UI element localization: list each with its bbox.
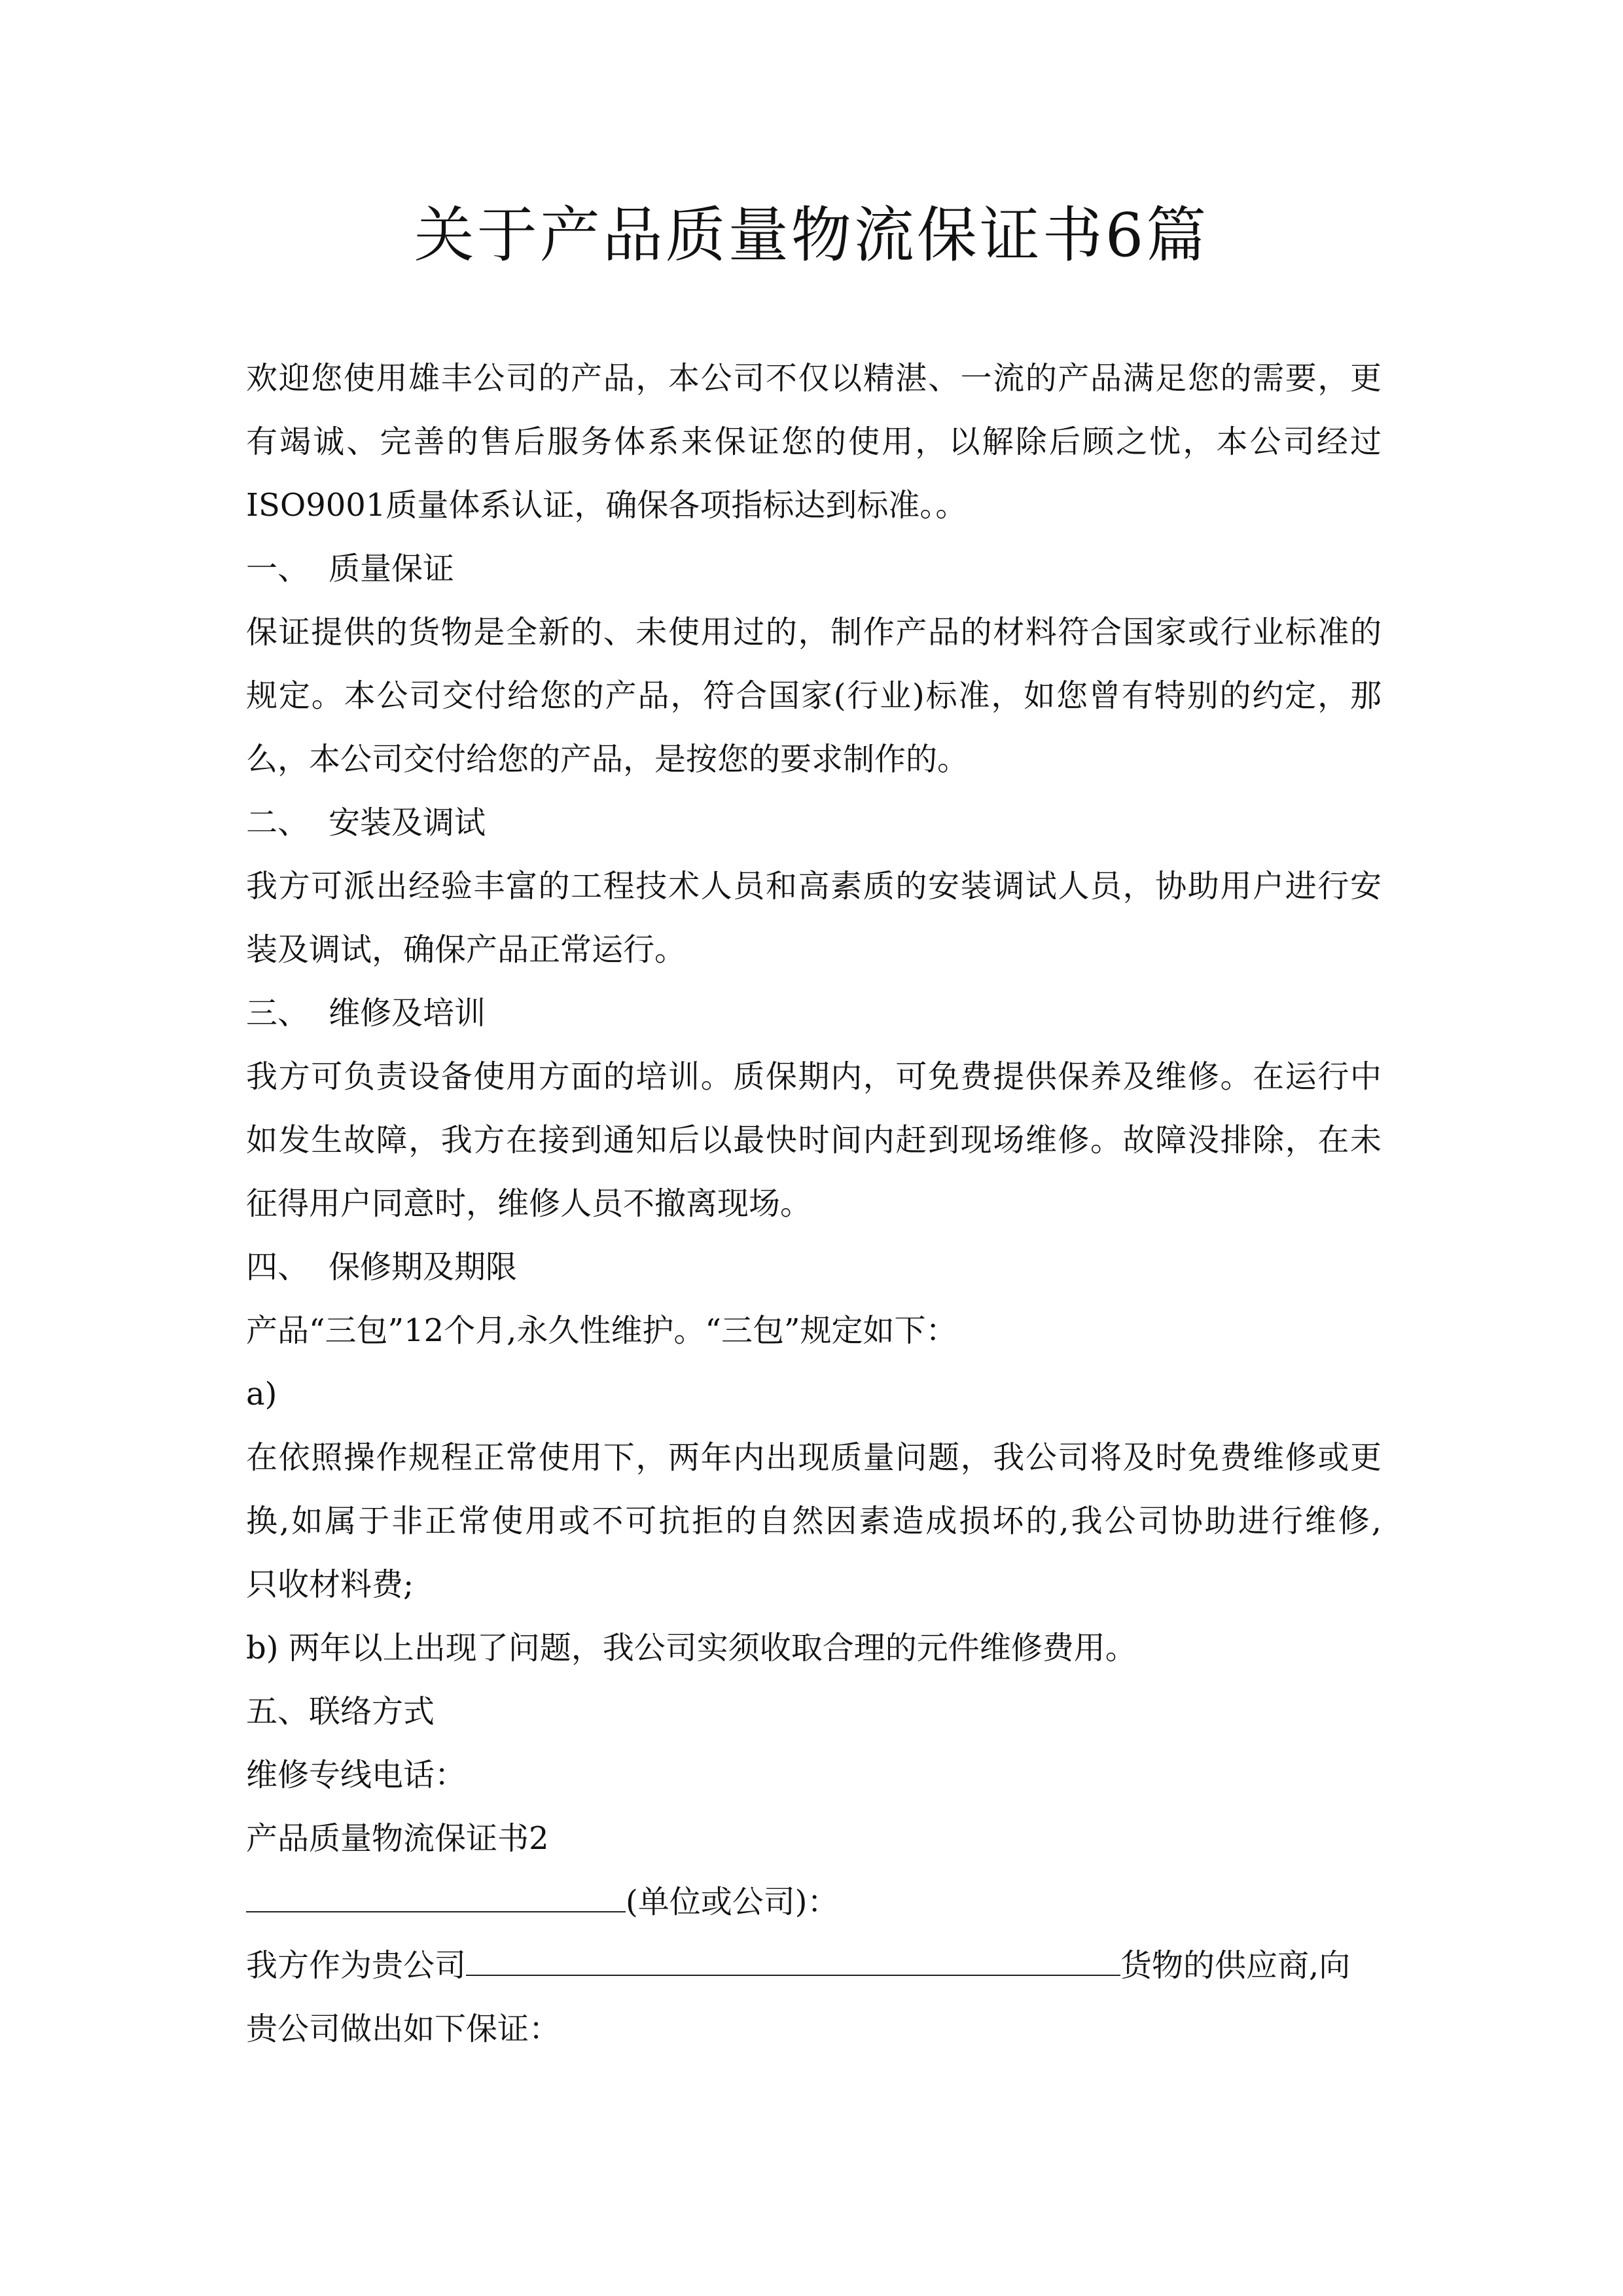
addressee-suffix: (单位或公司)： <box>626 1884 839 1920</box>
section-number: 四、 <box>246 1249 310 1285</box>
section-number: 一、 <box>246 550 310 587</box>
phone-label: 维修专线电话： <box>246 1757 467 1793</box>
supplier-suffix: 货物的供应商,向 <box>1120 1947 1351 1984</box>
paragraph-line: b) 两年以上出现了问题，我公司实须收取合理的元件维修费用。 <box>246 1630 1137 1666</box>
paragraph-line: 产品“三包”12个月,永久性维护。“三包”规定如下： <box>246 1312 957 1349</box>
paragraph-line: 规定。本公司交付给您的产品，符合国家(行业)标准，如您曾有特别的约定，那 <box>246 677 1382 714</box>
intro-line: ISO9001质量体系认证，确保各项指标达到标准。。 <box>246 487 967 524</box>
paragraph-line: 我方可派出经验丰富的工程技术人员和高素质的安装调试人员，协助用户进行安 <box>246 868 1382 905</box>
section-heading-repair <box>246 982 1382 1045</box>
section-heading-quality <box>246 537 1382 601</box>
paragraph-line: 我方可负责设备使用方面的培训。质保期内，可免费提供保养及维修。在运行中 <box>246 1058 1382 1095</box>
guarantee-line: 贵公司做出如下保证： <box>246 2011 561 2047</box>
paragraph-line: 么，本公司交付给您的产品，是按您的要求制作的。 <box>246 741 969 778</box>
paragraph-line: 装及调试，确保产品正常运行。 <box>246 931 687 968</box>
paragraph-line: 保证提供的货物是全新的、未使用过的，制作产品的材料符合国家或行业标准的 <box>246 614 1382 651</box>
paragraph-line: 如发生故障，我方在接到通知后以最快时间内赶到现场维修。故障没排除，在未 <box>246 1122 1382 1158</box>
supplier-line <box>246 1934 1382 1998</box>
addressee-blank[interactable] <box>246 1877 626 1912</box>
section-number: 三、 <box>246 995 310 1031</box>
goods-blank[interactable] <box>466 1941 1120 1976</box>
section-number: 二、 <box>246 804 310 841</box>
list-marker: a) <box>246 1376 277 1412</box>
paragraph-line: 在依照操作规程正常使用下，两年内出现质量问题，我公司将及时免费维修或更 <box>246 1439 1382 1476</box>
section-heading-text: 保修期及期限 <box>329 1249 518 1285</box>
section-heading-text: 质量保证 <box>329 550 455 587</box>
document-title: 关于产品质量物流保证书6篇 <box>414 200 1209 270</box>
addressee-line <box>246 1871 1382 1934</box>
section-heading-warranty <box>246 1236 1382 1299</box>
paragraph-line: 只收材料费; <box>246 1566 414 1603</box>
section-heading-text: 维修及培训 <box>329 995 486 1031</box>
document-body <box>246 347 1382 2061</box>
intro-line: 有竭诚、完善的售后服务体系来保证您的使用，以解除后顾之忧，本公司经过 <box>246 423 1382 460</box>
supplier-prefix: 我方作为贵公司 <box>246 1947 467 1984</box>
part2-title: 产品质量物流保证书2 <box>246 1820 549 1857</box>
section-heading-text: 安装及调试 <box>329 804 486 841</box>
paragraph-line: 换,如属于非正常使用或不可抗拒的自然因素造成损坏的,我公司协助进行维修, <box>246 1503 1382 1539</box>
section-heading-contact: 五、联络方式 <box>246 1693 435 1730</box>
section-heading-install <box>246 791 1382 855</box>
intro-line: 欢迎您使用雄丰公司的产品，本公司不仅以精湛、一流的产品满足您的需要，更 <box>246 360 1382 397</box>
paragraph-line: 征得用户同意时，维修人员不撤离现场。 <box>246 1185 812 1222</box>
